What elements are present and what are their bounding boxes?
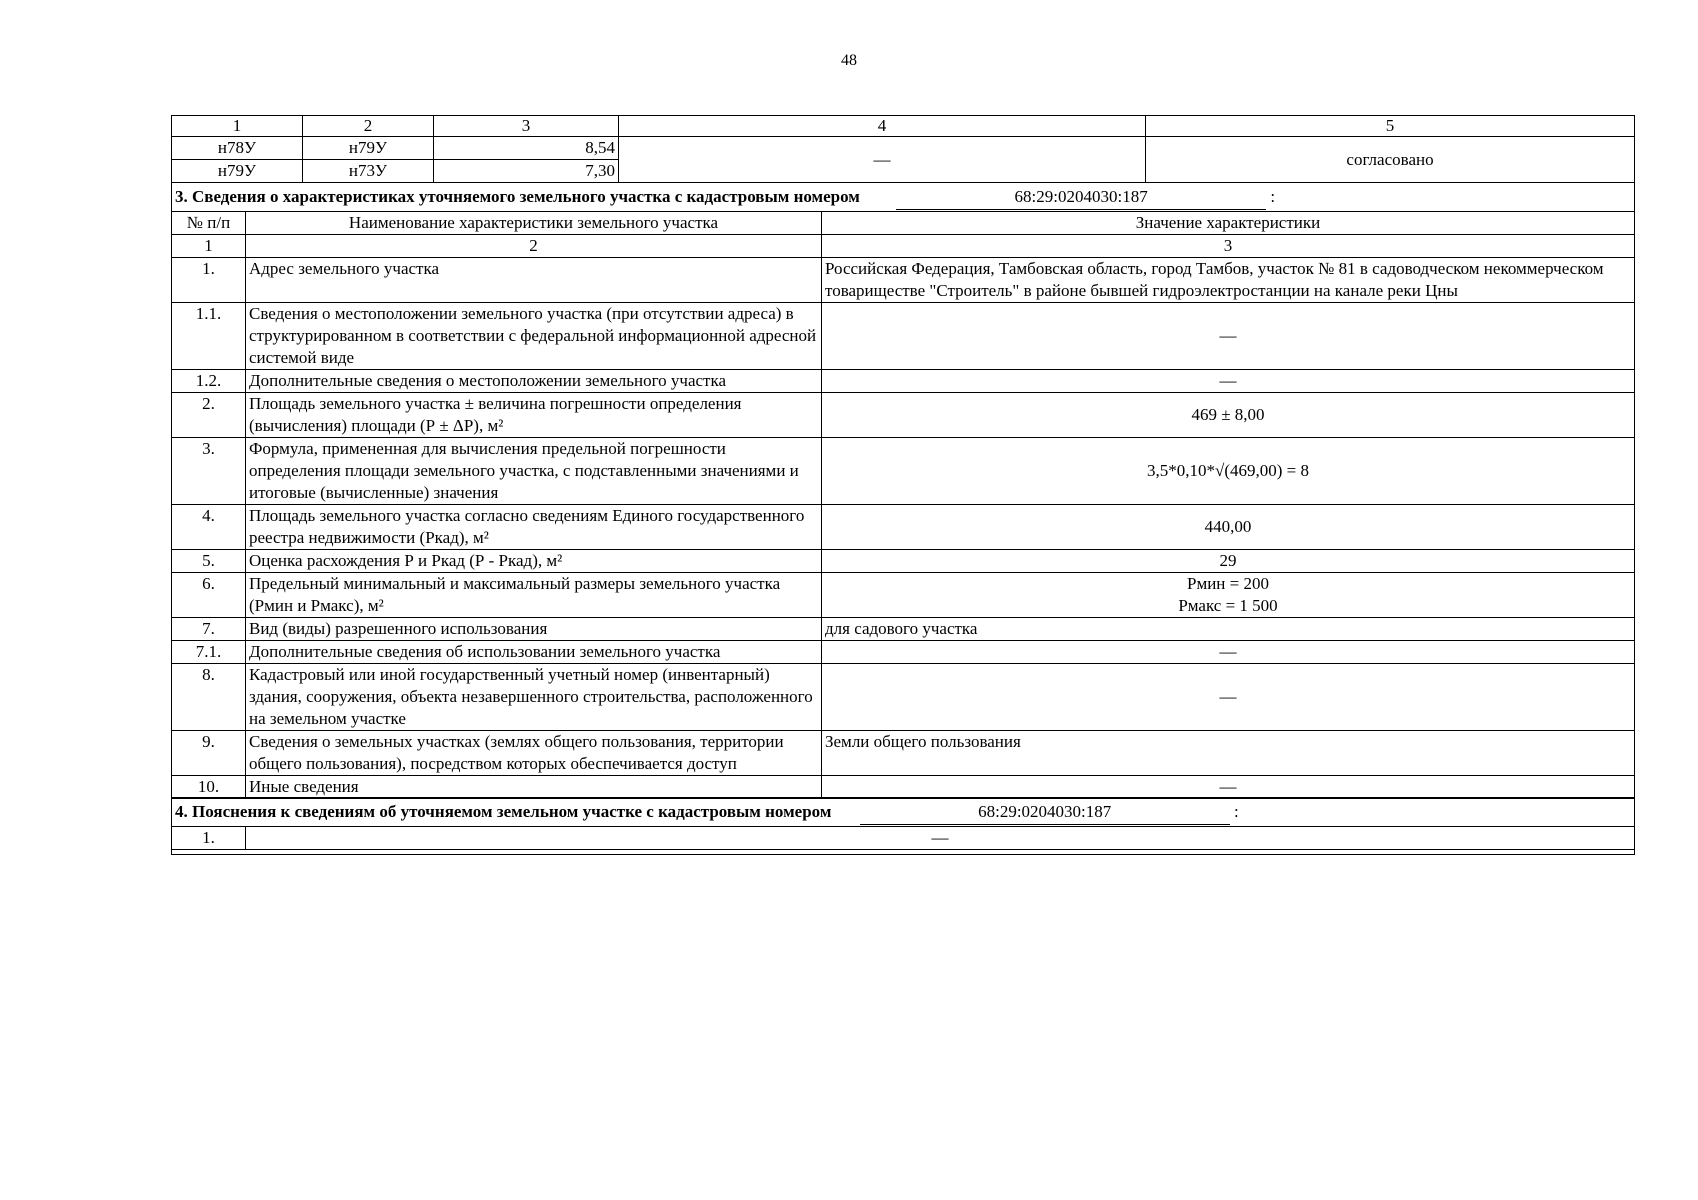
colon: : [1270,186,1276,206]
characteristic-value: — [822,663,1635,730]
characteristic-value: — [822,640,1635,663]
section4-title: 4. Пояснения к сведениям об уточняемом земельном участке с кадастровым номером [175,802,832,821]
characteristic-value: Российская Федерация, Тамбовская область, город Тамбов, участок № 81 в садоводческом некоммерческом товариществе "Строитель" в районе бывшей гидроэлектростанции на канале реки Цны [822,257,1635,302]
row-number: 10. [172,775,246,798]
header-index: 1 [172,234,246,257]
table-row [172,137,1635,160]
characteristic-value: — [822,302,1635,369]
characteristic-name: Сведения о земельных участках (землях общего пользования, территории общего пользования), посредством которых обеспечивается доступ [246,730,822,775]
column-index: 2 [303,116,434,137]
row-number: 2. [172,392,246,437]
border-points-table [171,115,1635,183]
characteristic-name: Оценка расхождения Р и Ркад (Р - Ркад), м² [246,549,822,572]
table-row [172,572,1635,617]
document-body [171,115,1634,855]
row-number: 7. [172,617,246,640]
section3-title: 3. Сведения о характеристиках уточняемого земельного участка с кадастровым номером [175,186,860,206]
characteristic-value: 29 [822,549,1635,572]
cadastral-number: 68:29:0204030:187 [896,185,1266,210]
point-to: н79У [303,137,434,160]
column-index: 4 [619,116,1146,137]
approval-status: согласовано [1146,137,1635,183]
table-row [172,775,1635,798]
table-header-row [172,116,1635,137]
table-row [172,302,1635,369]
row-number: 1. [172,827,246,850]
table-header-index-row [172,234,1635,257]
characteristic-name: Адрес земельного участка [246,257,822,302]
characteristic-value: 440,00 [822,504,1635,549]
explanation-value: — [246,827,1635,850]
distance-value: 8,54 [434,137,619,160]
table-row [172,617,1635,640]
section4-table [171,797,1635,855]
row-number: 3. [172,437,246,504]
row-number: 1.2. [172,369,246,392]
characteristic-name: Дополнительные сведения о местоположении земельного участка [246,369,822,392]
characteristic-name: Иные сведения [246,775,822,798]
page-number: 48 [841,52,857,69]
table-row [172,827,1635,850]
table-row [172,369,1635,392]
distance-value: 7,30 [434,160,619,183]
row-number: 1. [172,257,246,302]
table-row [172,257,1635,302]
row-number: 6. [172,572,246,617]
table-row [172,437,1635,504]
column-index: 5 [1146,116,1635,137]
characteristic-value [822,572,1635,617]
table-row [172,663,1635,730]
section4-title-row [172,798,1635,827]
characteristic-name: Площадь земельного участка согласно сведениям Единого государственного реестра недвижимости (Ркад), м² [246,504,822,549]
characteristic-value: — [822,775,1635,798]
characteristic-name: Сведения о местоположении земельного участка (при отсутствии адреса) в структурированном в соответствии с федеральной информационной адресной системой виде [246,302,822,369]
header-name: Наименование характеристики земельного участка [246,211,822,234]
characteristic-value: 3,5*0,10*√(469,00) = 8 [822,437,1635,504]
column-index: 3 [434,116,619,137]
table-header-row [172,211,1635,234]
table-row [172,504,1635,549]
row-number: 1.1. [172,302,246,369]
characteristic-name: Вид (виды) разрешенного использования [246,617,822,640]
section3-title-row [172,182,1635,211]
point-from: н79У [172,160,303,183]
point-from: н78У [172,137,303,160]
header-index: 3 [822,234,1635,257]
col4-value: — [619,137,1146,183]
header-index: 2 [246,234,822,257]
value-line: Рмакс = 1 500 [1178,595,1278,615]
characteristic-name: Формула, примененная для вычисления предельной погрешности определения площади земельного участка, с подставленными значениями и итоговые (вычисленные) значения [246,437,822,504]
row-number: 9. [172,730,246,775]
characteristic-name: Дополнительные сведения об использовании земельного участка [246,640,822,663]
characteristic-value: 469 ± 8,00 [822,392,1635,437]
point-to: н73У [303,160,434,183]
row-number: 5. [172,549,246,572]
row-number: 4. [172,504,246,549]
table-row [172,730,1635,775]
header-num: № п/п [172,211,246,234]
value-line: Рмин = 200 [1187,573,1269,593]
table-bottom-rule [172,850,1635,855]
characteristic-value: для садового участка [822,617,1635,640]
row-number: 8. [172,663,246,730]
characteristic-name: Площадь земельного участка ± величина погрешности определения (вычисления) площади (Р ± ΔР), м² [246,392,822,437]
characteristic-value: — [822,369,1635,392]
colon: : [1233,802,1239,821]
cadastral-number: 68:29:0204030:187 [860,800,1230,825]
characteristic-name: Кадастровый или иной государственный учетный номер (инвентарный) здания, сооружения, объекта незавершенного строительства, расположенного на земельном участке [246,663,822,730]
table-row [172,549,1635,572]
column-index: 1 [172,116,303,137]
row-number: 7.1. [172,640,246,663]
table-row [172,392,1635,437]
section3-table [171,182,1635,799]
characteristic-name: Предельный минимальный и максимальный размеры земельного участка (Рмин и Рмакс), м² [246,572,822,617]
characteristic-value: Земли общего пользования [822,730,1635,775]
table-row [172,640,1635,663]
header-value: Значение характеристики [822,211,1635,234]
